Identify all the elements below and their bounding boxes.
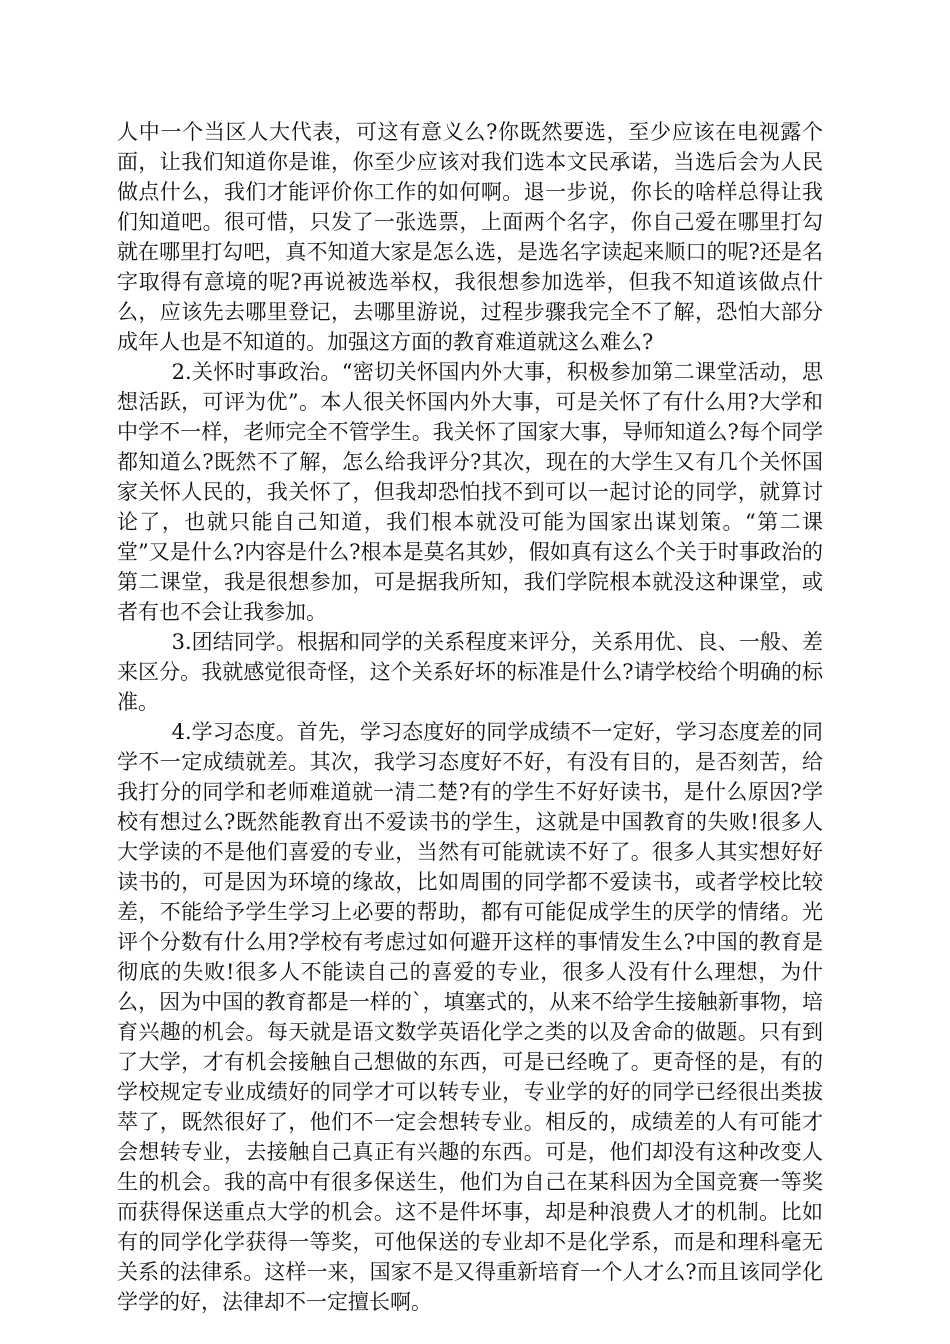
document-body bbox=[117, 117, 823, 1317]
paragraph-election-continuation: 人中一个当区人大代表，可这有意义么?你既然要选，至少应该在电视露个面，让我们知道你是谁，你至少应该对我们选本文民承诺，当选后会为人民做点什么，我们才能评价你工作的如何啊。退一步说，你长的啥样总得让我们知道吧。很可惜，只发了一张选票，上面两个名字，你自己爱在哪里打勾就在哪里打勾吧，真不知道大家是怎么选，是选名字读起来顺口的呢?还是名字取得有意境的呢?再说被选举权，我很想参加选举，但我不知道该做点什么，应该先去哪里登记，去哪里游说，过程步骤我完全不了解，恐怕大部分成年人也是不知道的。加强这方面的教育难道就这么难么? bbox=[117, 120, 823, 354]
paragraph-study-attitude: 4.学习态度。首先，学习态度好的同学成绩不一定好，学习态度差的同学不一定成绩就差。其次，我学习态度好不好，有没有目的，是否刻苦，给我打分的同学和老师难道就一清二楚?有的学生不好好读书，是什么原因?学校有想过么?既然能教育出不爱读书的学生，这就是中国教育的失败!很多人大学读的不是他们喜爱的专业，当然有可能就读不好了。很多人其实想好好读书的，可是因为环境的缘故，比如周围的同学都不爱读书，或者学校比较差，不能给予学生学习上必要的帮助，都有可能促成学生的厌学的情绪。光评个分数有什么用?学校有考虑过如何避开这样的事情发生么?中国的教育是彻底的失败!很多人不能读自己的喜爱的专业，很多人没有什么理想，为什么，因为中国的教育都是一样的`，填塞式的，从来不给学生接触新事物，培育兴趣的机会。每天就是语文数学英语化学之类的以及舍命的做题。只有到了大学，才有机会接触自己想做的东西，可是已经晚了。更奇怪的是，有的学校规定专业成绩好的同学才可以转专业，专业学的好的同学已经很出类拔萃了，既然很好了，他们不一定会想转专业。相反的，成绩差的人有可能才会想转专业，去接触自己真正有兴趣的东西。可是，他们却没有这种改变人生的机会。我的高中有很多保送生，他们为自己在某科因为全国竞赛一等奖而获得保送重点大学的机会。这不是件坏事，却是种浪费人才的机制。比如有的同学化学获得一等奖，可他保送的专业却不是化学系，而是和理科毫无关系的法律系。这样一来，国家不是又得重新培育一个人才么?而且该同学化学学的好，法律却不一定擅长啊。 bbox=[117, 720, 823, 1314]
paragraph-current-affairs: 2.关怀时事政治。“密切关怀国内外大事，积极参加第二课堂活动，思想活跃，可评为优”。本人很关怀国内外大事，可是关怀了有什么用?大学和中学不一样，老师完全不管学生。我关怀了国家大事，导师知道么?每个同学都知道么?既然不了解，怎么给我评分?其次，现在的大学生又有几个关怀国家关怀人民的，我关怀了，但我却恐怕找不到可以一起讨论的同学，就算讨论了，也就只能自己知道，我们根本就没可能为国家出谋划策。“第二课堂”又是什么?内容是什么?根本是莫名其妙，假如真有这么个关于时事政治的第二课堂，我是很想参加，可是据我所知，我们学院根本就没这种课堂，或者有也不会让我参加。 bbox=[117, 360, 823, 624]
paragraph-classmate-unity: 3.团结同学。根据和同学的关系程度来评分，关系用优、良、一般、差来区分。我就感觉很奇怪，这个关系好坏的标准是什么?请学校给个明确的标准。 bbox=[117, 630, 823, 714]
